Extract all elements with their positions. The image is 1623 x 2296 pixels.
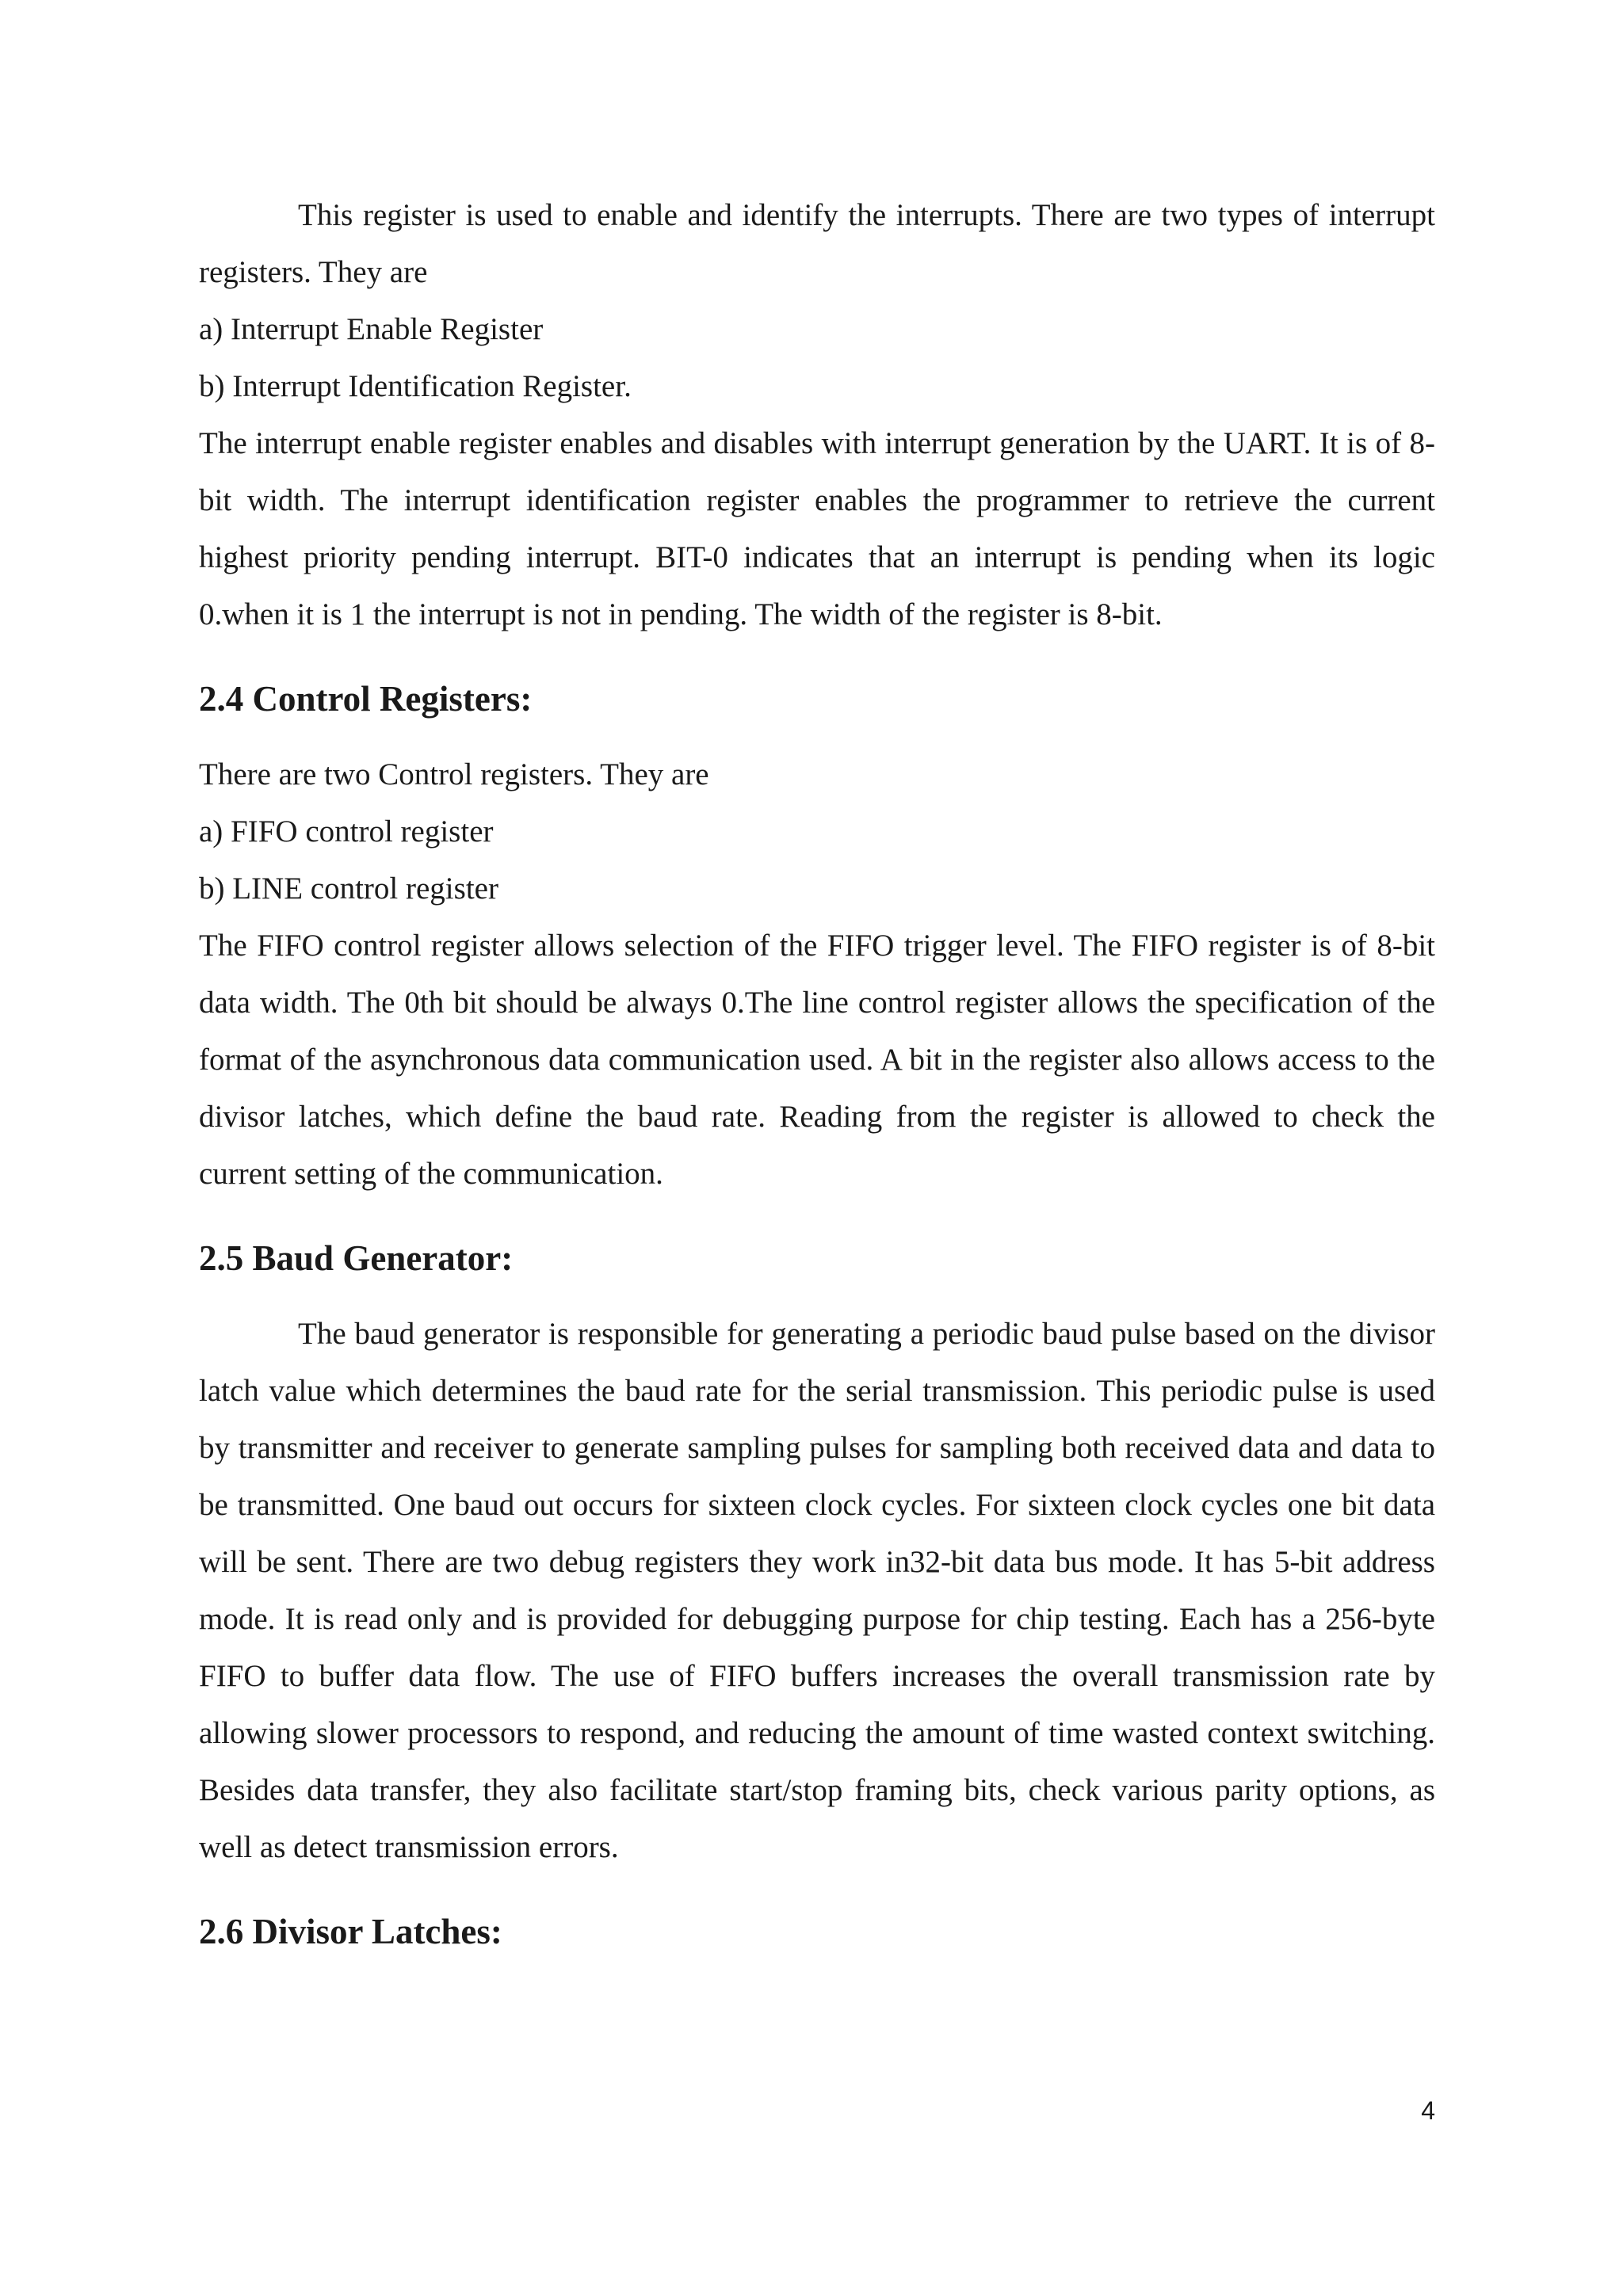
control-registers-body: The FIFO control register allows selection of the FIFO trigger level. The FIFO register is of 8-bit data width. The 0th bit should be always 0.The line control register allows the specification of the format of the asynchronous data communication used. A bit in the register also allows access to the divisor latches, which define the baud rate. Reading from the register is allowed to check the current setting of the communication. [199,929,1435,1191]
list-item: a) Interrupt Enable Register [199,312,544,346]
baud-generator-body: The baud generator is responsible for generating a periodic baud pulse based on the divisor latch value which determines the baud rate for the serial transmission. This periodic pulse is used by transmitter and receiver to generate sampling pulses for sampling both received data and data to be transmitted. One baud out occurs for sixteen clock cycles. For sixteen clock cycles one bit data will be sent. There are two debug registers they work in32-bit data bus mode. It has 5-bit address mode. It is read only and is provided for debugging purpose for chip testing. Each has a 256-byte FIFO to buffer data flow. The use of FIFO buffers increases the overall transmission rate by allowing slower processors to respond, and reducing the amount of time wasted context switching. Besides data transfer, they also facilitate start/stop framing bits, check various parity options, as well as detect transmission errors. [199,1317,1435,1864]
list-item: a) FIFO control register [199,814,494,849]
list-item: b) Interrupt Identification Register. [199,369,632,403]
section-heading-control-registers: 2.4 Control Registers: [199,679,533,719]
page-number: 4 [1421,2096,1435,2125]
page-content [199,187,1435,1960]
intro-paragraph: This register is used to enable and identify the interrupts. There are two types of interrupt registers. They are [199,198,1435,289]
section-heading-baud-generator: 2.5 Baud Generator: [199,1238,514,1278]
section-heading-divisor-latches: 2.6 Divisor Latches: [199,1912,502,1951]
list-item: b) LINE control register [199,871,498,906]
intro-body-paragraph: The interrupt enable register enables and disables with interrupt generation by the UART. It is of 8-bit width. The interrupt identification register enables the programmer to retrieve the current highest priority pending interrupt. BIT-0 indicates that an interrupt is pending when its logic 0.when it is 1 the interrupt is not in pending. The width of the register is 8-bit. [199,426,1435,631]
control-registers-lead: There are two Control registers. They are [199,757,709,791]
